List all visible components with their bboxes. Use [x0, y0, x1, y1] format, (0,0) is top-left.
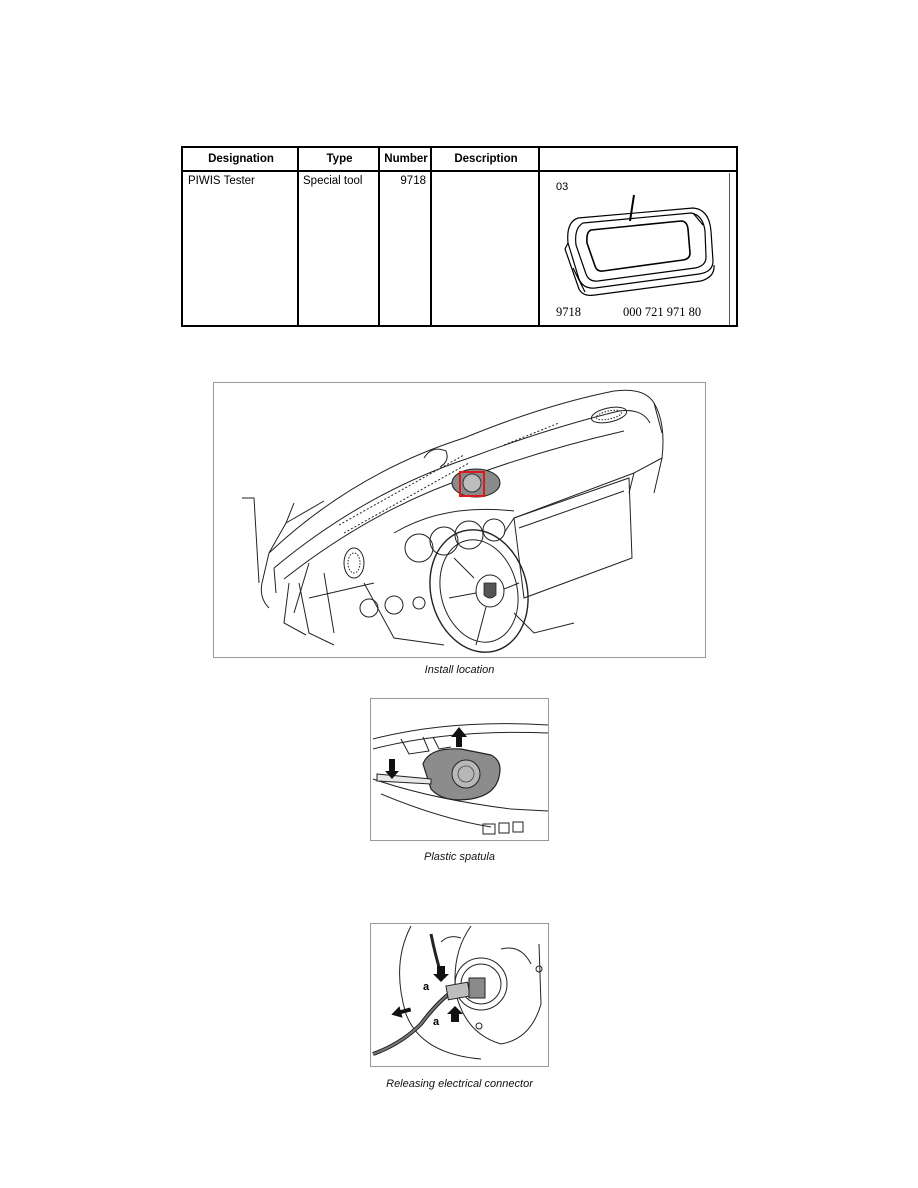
header-divider — [183, 170, 736, 172]
press-arrow-top — [433, 966, 449, 982]
cell-designation: PIWIS Tester — [188, 175, 255, 187]
pull-arrow — [390, 1004, 412, 1021]
piwis-tester-drawing — [543, 173, 729, 325]
spatula-drawing — [371, 699, 548, 840]
tool-image-number: 9718 — [556, 305, 581, 319]
header-designation: Designation — [208, 153, 274, 165]
column-divider — [297, 148, 299, 325]
connector-socket — [469, 978, 485, 998]
label-a-top: a — [423, 981, 430, 993]
label-a-bottom: a — [433, 1016, 440, 1028]
tool-image-part-number: 000 721 971 80 — [623, 305, 702, 319]
column-divider — [430, 148, 432, 325]
dashboard-drawing — [214, 383, 705, 657]
install-location-figure — [213, 382, 706, 658]
tool-image — [543, 173, 730, 325]
electrical-connector-figure — [370, 923, 549, 1067]
lift-arrow — [451, 727, 467, 747]
plastic-spatula-figure — [370, 698, 549, 841]
header-description: Description — [454, 153, 518, 165]
connector-drawing — [371, 924, 548, 1066]
electrical-connector-caption: Releasing electrical connector — [386, 1078, 533, 1090]
tool-image-revision: 03 — [556, 181, 569, 193]
special-tools-table — [181, 146, 738, 327]
column-divider — [538, 148, 540, 325]
cell-number: 9718 — [400, 175, 426, 187]
install-location-caption: Install location — [424, 664, 495, 676]
plastic-spatula-caption: Plastic spatula — [424, 851, 495, 863]
header-number: Number — [384, 153, 428, 165]
header-type: Type — [326, 153, 353, 165]
cell-type: Special tool — [303, 175, 363, 187]
